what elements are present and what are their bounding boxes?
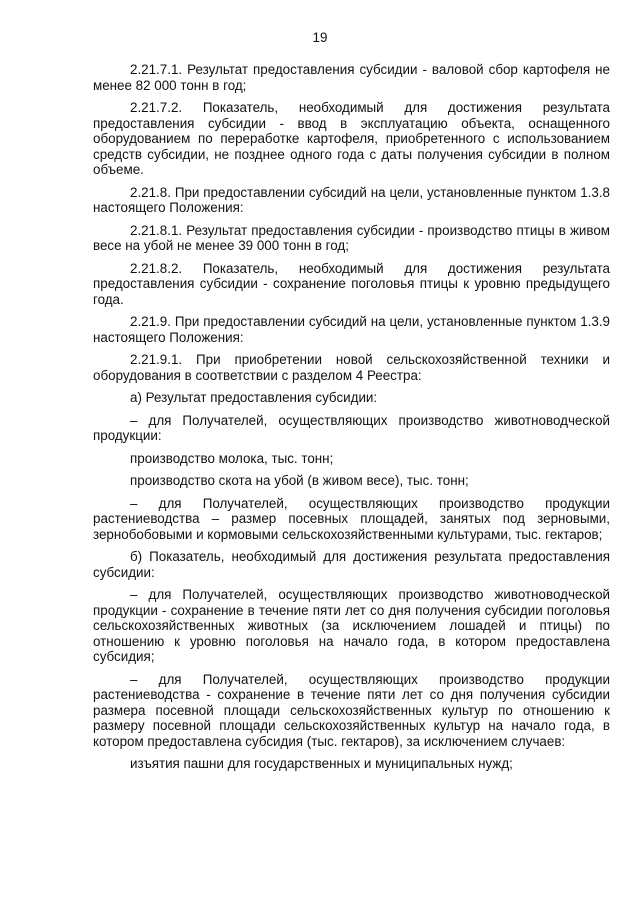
document-body	[93, 62, 610, 779]
paragraph-result-a: а) Результат предоставления субсидии:	[130, 390, 378, 405]
paragraph-crop-recipients: – для Получателей, осуществляющих производство продукции растениеводства – размер посевных площадей, занятых под зерновыми, зернобобовыми и кормовыми сельскохозяйственными культурами, тыс. гектаров;	[93, 495, 610, 542]
paragraph-livestock-preservation: – для Получателей, осуществляющих производство животноводческой продукции - сохранение в течение пяти лет со дня получения субсидии поголовья сельскохозяйственных животных (за исключением лошадей и птицы) по отношению к уровню поголовья на начало года, в котором предоставлена субсидия;	[93, 587, 610, 664]
paragraph-2-21-9: 2.21.9. При предоставлении субсидий на цели, установленные пунктом 1.3.9 настоящего Положения:	[93, 314, 610, 345]
paragraph-2-21-8-2: 2.21.8.2. Показатель, необходимый для достижения результата предоставления субсидии - сохранение поголовья птицы к уровню предыдущего года.	[93, 260, 610, 307]
paragraph-2-21-7-2: 2.21.7.2. Показатель, необходимый для достижения результата предоставления субсидии - ввод в эксплуатацию объекта, оснащенного оборудованием по переработке картофеля, приобретенного с использованием средств субсидии, не позднее одного года с даты получения субсидии в полном объеме.	[93, 100, 610, 177]
paragraph-crop-preservation: – для Получателей, осуществляющих производство продукции растениеводства - сохранение в течение пяти лет со дня получения субсидии размера посевной площади сельскохозяйственных культур по отношению к размеру посевной площади сельскохозяйственных культур на начало года, в котором предоставлена субсидия (тыс. гектаров), за исключением случаев:	[93, 671, 610, 749]
paragraph-milk-production: производство молока, тыс. тонн;	[130, 450, 334, 466]
paragraph-land-seizure: изъятия пашни для государственных и муниципальных нужд;	[130, 756, 513, 771]
paragraph-2-21-8-1: 2.21.8.1. Результат предоставления субсидии - производство птицы в живом весе на убой не менее 39 000 тонн в год;	[93, 222, 610, 253]
paragraph-cattle-production: производство скота на убой (в живом весе), тыс. тонн;	[130, 473, 469, 488]
paragraph-2-21-9-1: 2.21.9.1. При приобретении новой сельскохозяйственной техники и оборудования в соответствии с разделом 4 Реестра:	[93, 352, 610, 383]
paragraph-livestock-recipients: – для Получателей, осуществляющих производство животноводческой продукции:	[93, 412, 610, 443]
paragraph-2-21-8: 2.21.8. При предоставлении субсидий на цели, установленные пунктом 1.3.8 настоящего Положения:	[93, 184, 610, 215]
page-number: 19	[312, 30, 328, 45]
paragraph-2-21-7-1: 2.21.7.1. Результат предоставления субсидии - валовой сбор картофеля не менее 82 000 тонн в год;	[93, 62, 610, 93]
paragraph-indicator-b: б) Показатель, необходимый для достижения результата предоставления субсидии:	[93, 549, 610, 580]
